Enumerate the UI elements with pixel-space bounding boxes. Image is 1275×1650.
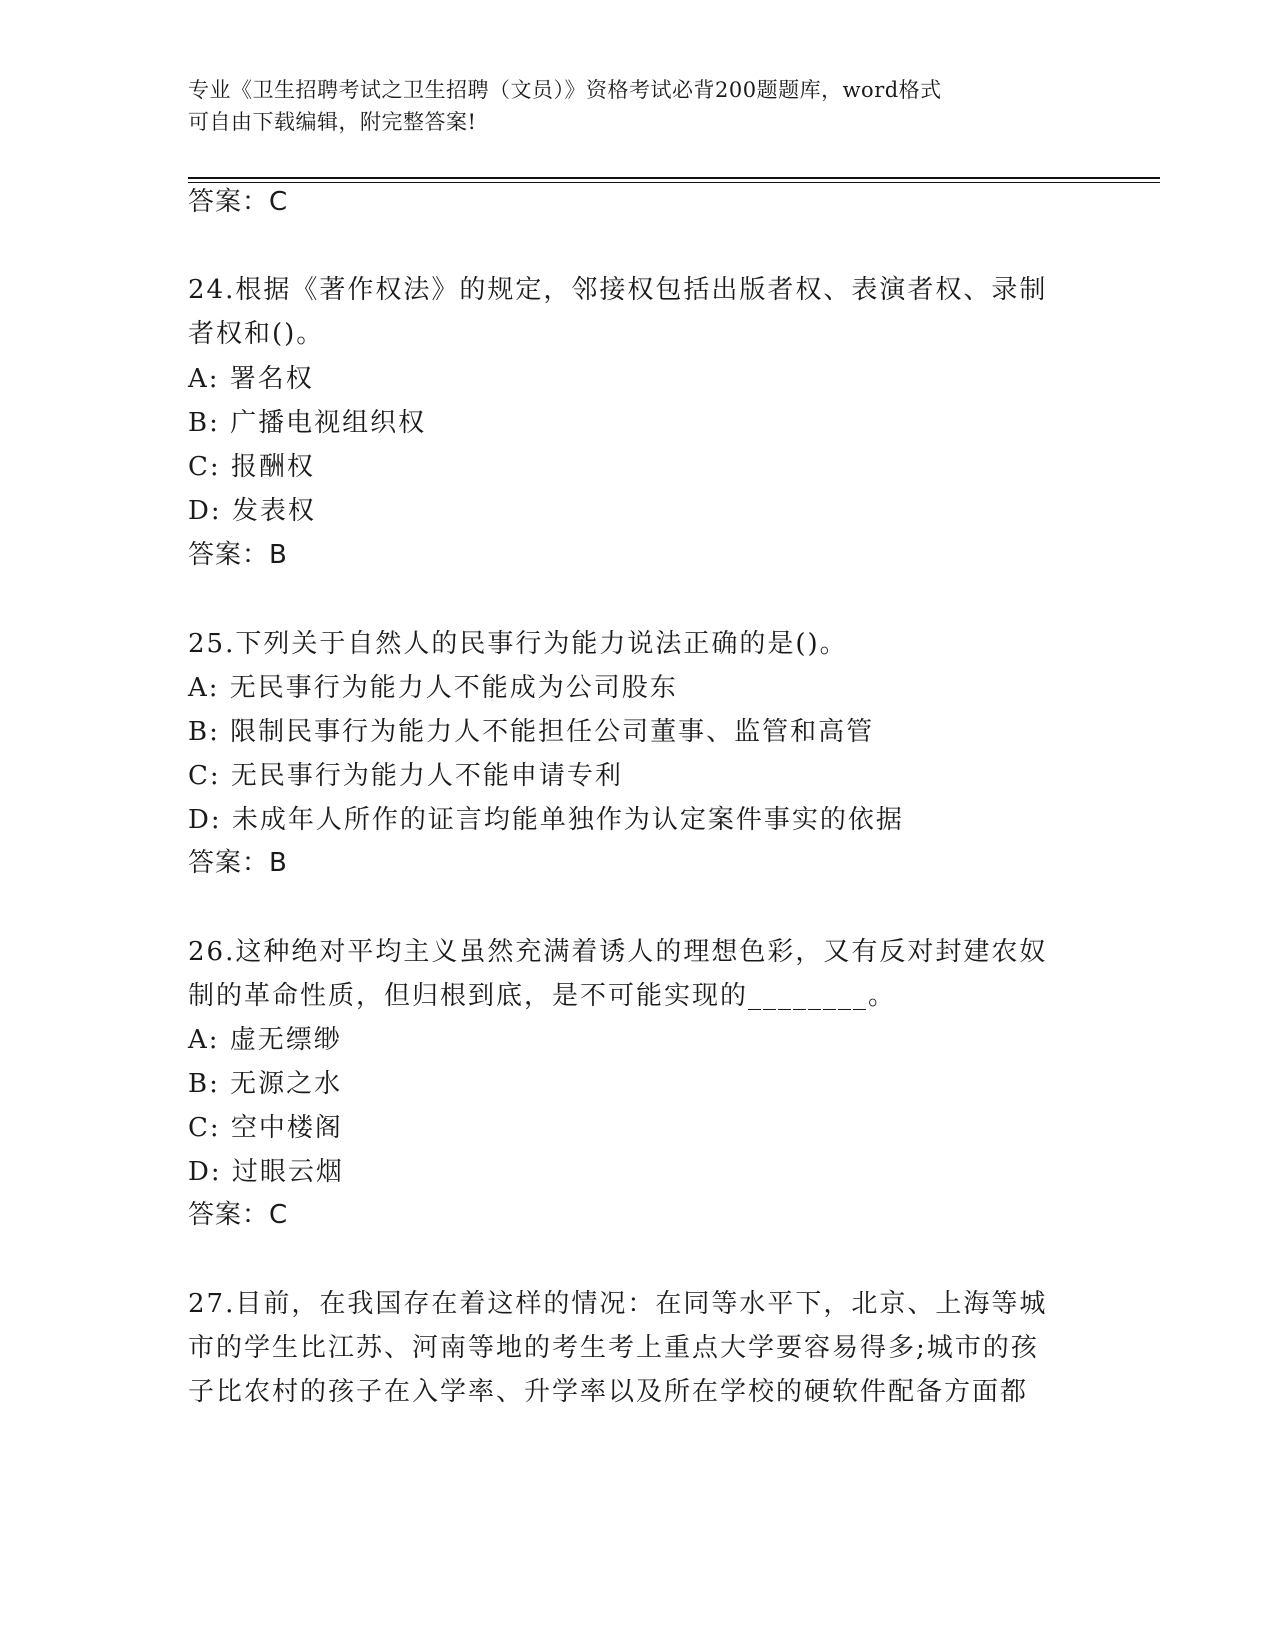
question-25-option-b: B: 限制民事行为能力人不能担任公司董事、监管和高管 xyxy=(188,717,875,747)
header-line-2: 可自由下载编辑，附完整答案! xyxy=(188,110,477,134)
header-line-1: 专业《卫生招聘考试之卫生招聘（文员）》资格考试必背200题题库，word格式 xyxy=(188,78,942,102)
question-24-option-a: A: 署名权 xyxy=(188,364,314,394)
question-25-stem-line-1: 25.下列关于自然人的民事行为能力说法正确的是()。 xyxy=(188,629,848,659)
question-24-option-c: C: 报酬权 xyxy=(188,452,315,482)
question-27-stem-line-2: 市的学生比江苏、河南等地的考生考上重点大学要容易得多;城市的孩 xyxy=(188,1333,1039,1363)
question-27-stem-line-1: 27.目前，在我国存在着这样的情况：在同等水平下，北京、上海等城 xyxy=(188,1289,1048,1319)
question-26-stem-line-2: 制的革命性质，但归根到底，是不可能实现的________。 xyxy=(188,981,897,1011)
question-24-stem-line-2: 者权和()。 xyxy=(188,319,325,349)
document-header xyxy=(188,74,1068,138)
previous-answer: 答案：C xyxy=(188,187,289,217)
question-24-answer: 答案：B xyxy=(188,540,288,570)
question-26-option-b: B: 无源之水 xyxy=(188,1069,343,1099)
question-24-option-b: B: 广播电视组织权 xyxy=(188,408,427,438)
question-27-stem-line-3: 子比农村的孩子在入学率、升学率以及所在学校的硬软件配备方面都 xyxy=(188,1377,1029,1407)
question-26-option-c: C: 空中楼阁 xyxy=(188,1113,343,1143)
question-25-option-d: D: 未成年人所作的证言均能单独作为认定案件事实的依据 xyxy=(188,805,904,835)
question-26-stem-line-1: 26.这种绝对平均主义虽然充满着诱人的理想色彩，又有反对封建农奴 xyxy=(188,937,1048,967)
question-25-answer: 答案：B xyxy=(188,848,288,878)
question-26-option-a: A: 虚无缥缈 xyxy=(188,1025,342,1055)
question-26-answer: 答案：C xyxy=(188,1200,289,1230)
header-divider xyxy=(188,177,1160,179)
question-25-option-c: C: 无民事行为能力人不能申请专利 xyxy=(188,761,623,791)
header-divider-thin xyxy=(188,182,1160,183)
question-25-option-a: A: 无民事行为能力人不能成为公司股东 xyxy=(188,673,678,703)
question-24-option-d: D: 发表权 xyxy=(188,496,316,526)
question-24-stem-line-1: 24.根据《著作权法》的规定，邻接权包括出版者权、表演者权、录制 xyxy=(188,275,1048,305)
question-26-option-d: D: 过眼云烟 xyxy=(188,1157,344,1187)
